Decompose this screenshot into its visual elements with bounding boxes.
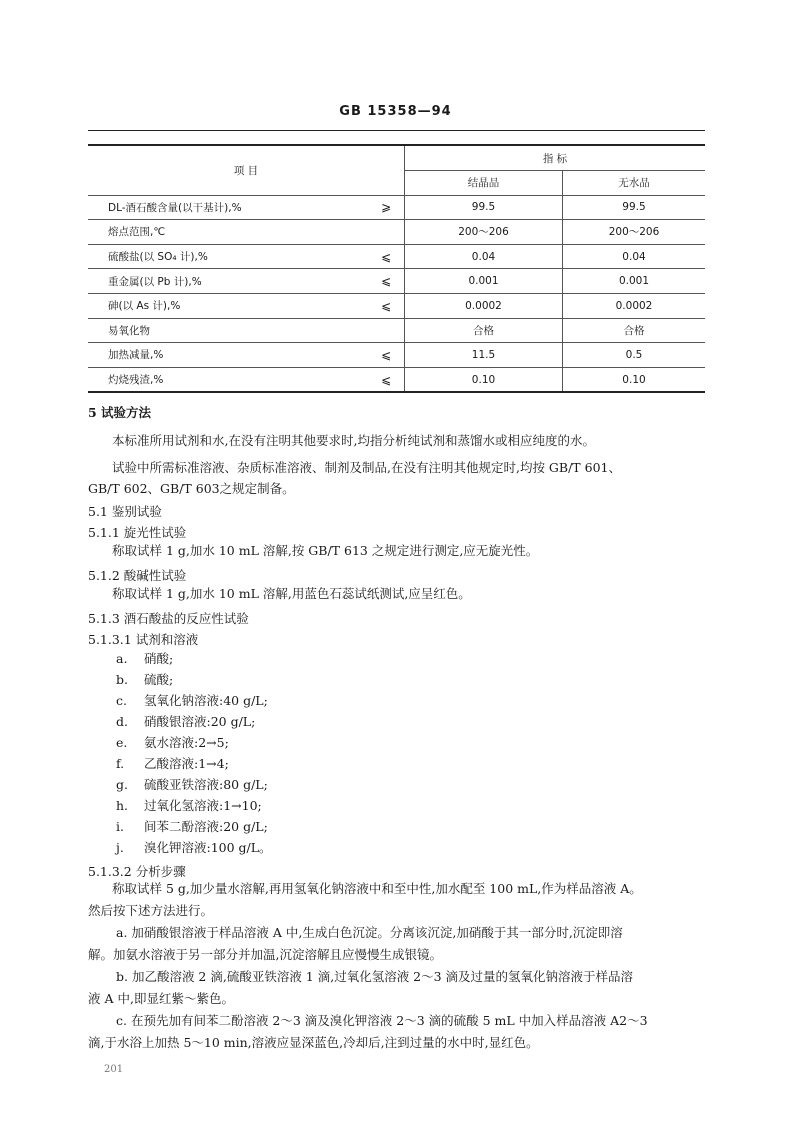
table-row [88, 195, 705, 220]
reagent-text: 硝酸银溶液:20 g/L; [144, 714, 256, 729]
reagent-text: 氨水溶液:2→5; [144, 735, 229, 750]
table-row [88, 367, 705, 392]
row-anhydrous: 0.001 [563, 269, 706, 294]
row-crystal: 0.001 [405, 269, 563, 294]
row-item: 重金属(以 Pb 计),% [88, 269, 368, 294]
table-row [88, 220, 705, 245]
row-op: ⩽ [368, 293, 405, 318]
reagent-text: 乙酸溶液:1→4; [144, 756, 229, 771]
col-index-header: 指 标 [405, 145, 706, 171]
table-header-row [88, 145, 705, 171]
section-5-1-3-1-heading: 5.1.3.1 试剂和溶液 [88, 632, 199, 647]
paragraph: a. 加硝酸银溶液于样品溶液 A 中,生成白色沉淀。分离该沉淀,加硝酸于其一部分时,沉淀即溶 [116, 925, 623, 940]
paragraph: 称取试样 1 g,加水 10 mL 溶解,按 GB/T 613 之规定进行测定,应无旋光性。 [112, 543, 539, 558]
paragraph: 然后按下述方法进行。 [88, 903, 214, 918]
paragraph: 称取试样 5 g,加少量水溶解,再用氢氧化钠溶液中和至中性,加水配至 100 mL,作为样品溶液 A。 [112, 881, 642, 896]
reagent-key: e. [116, 735, 128, 750]
page-number: 201 [104, 1064, 124, 1075]
row-op: ⩽ [368, 269, 405, 294]
row-item: 加热减量,% [88, 343, 368, 368]
paragraph: 液 A 中,即显红紫～紫色。 [88, 991, 234, 1006]
row-item: 硫酸盐(以 SO₄ 计),% [88, 244, 368, 269]
section-5-1-1-heading: 5.1.1 旋光性试验 [88, 525, 187, 540]
row-crystal: 99.5 [405, 195, 563, 220]
paragraph: 称取试样 1 g,加水 10 mL 溶解,用蓝色石蕊试纸测试,应呈红色。 [112, 586, 471, 601]
reagent-key: f. [116, 756, 125, 771]
table-row [88, 293, 705, 318]
reagent-key: i. [116, 819, 124, 834]
reagent-text: 溴化钾溶液:100 g/L。 [144, 840, 272, 855]
table-row [88, 343, 705, 368]
reagent-key: j. [116, 840, 124, 855]
row-anhydrous: 0.5 [563, 343, 706, 368]
row-op: ⩾ [368, 195, 405, 220]
row-item: DL-酒石酸含量(以干基计),% [88, 195, 368, 220]
reagent-text: 硝酸; [144, 651, 174, 666]
reagent-text: 氢氧化钠溶液:40 g/L; [144, 693, 268, 708]
paragraph: 本标准所用试剂和水,在没有注明其他要求时,均指分析纯试剂和蒸馏水或相应纯度的水。 [112, 433, 595, 448]
row-crystal: 0.04 [405, 244, 563, 269]
row-item: 灼烧残渣,% [88, 367, 368, 392]
row-crystal: 11.5 [405, 343, 563, 368]
paragraph: GB/T 602、GB/T 603之规定制备。 [88, 481, 295, 496]
row-op: ⩽ [368, 367, 405, 392]
paragraph: 解。加氨水溶液于另一部分并加温,沉淀溶解且应慢慢生成银镜。 [88, 947, 442, 962]
row-op: ⩽ [368, 244, 405, 269]
section-5-1-2-heading: 5.1.2 酸碱性试验 [88, 568, 187, 583]
reagent-key: c. [116, 693, 127, 708]
document-header: GB 15358—94 [339, 104, 452, 119]
col-anhydrous-header: 无水品 [563, 171, 706, 196]
col-crystal-header: 结晶品 [405, 171, 563, 196]
row-anhydrous: 0.0002 [563, 293, 706, 318]
reagent-key: b. [116, 672, 128, 687]
paragraph: 试验中所需标准溶液、杂质标准溶液、制剂及制品,在没有注明其他规定时,均按 GB/T 601、 [112, 460, 621, 475]
row-anhydrous: 99.5 [563, 195, 706, 220]
paragraph: 滴,于水浴上加热 5～10 min,溶液应显深蓝色,冷却后,注到过量的水中时,显红色。 [88, 1035, 539, 1050]
reagent-key: g. [116, 777, 128, 792]
row-anhydrous: 合格 [563, 318, 706, 343]
row-op: ⩽ [368, 343, 405, 368]
section-5-1-3-heading: 5.1.3 酒石酸盐的反应性试验 [88, 611, 249, 626]
section-5-heading: 5 试验方法 [88, 405, 152, 420]
table-row [88, 318, 705, 343]
header-rule [88, 130, 705, 131]
reagent-key: h. [116, 798, 129, 813]
paragraph: b. 加乙酸溶液 2 滴,硫酸亚铁溶液 1 滴,过氧化氢溶液 2～3 滴及过量的氢氧化钠溶液于样品溶 [116, 969, 634, 984]
table-row [88, 244, 705, 269]
col-item-header: 项 目 [88, 145, 405, 195]
row-item: 砷(以 As 计),% [88, 293, 368, 318]
row-item: 熔点范围,℃ [88, 220, 368, 245]
spec-table [88, 144, 705, 393]
row-crystal: 0.0002 [405, 293, 563, 318]
row-op [368, 318, 405, 343]
row-crystal: 200～206 [405, 220, 563, 245]
row-op [368, 220, 405, 245]
reagent-text: 过氧化氢溶液:1→10; [144, 798, 262, 813]
reagent-key: a. [116, 651, 128, 666]
row-item: 易氧化物 [88, 318, 368, 343]
row-crystal: 合格 [405, 318, 563, 343]
section-5-1-heading: 5.1 鉴别试验 [88, 504, 162, 519]
row-anhydrous: 0.10 [563, 367, 706, 392]
reagent-text: 硫酸; [144, 672, 174, 687]
row-crystal: 0.10 [405, 367, 563, 392]
reagent-key: d. [116, 714, 128, 729]
paragraph: c. 在预先加有间苯二酚溶液 2～3 滴及溴化钾溶液 2～3 滴的硫酸 5 mL 中加入样品溶液 A2～3 [116, 1013, 648, 1028]
row-anhydrous: 0.04 [563, 244, 706, 269]
section-5-1-3-2-heading: 5.1.3.2 分析步骤 [88, 864, 186, 879]
row-anhydrous: 200～206 [563, 220, 706, 245]
table-row [88, 269, 705, 294]
reagent-text: 间苯二酚溶液:20 g/L; [144, 819, 268, 834]
reagent-text: 硫酸亚铁溶液:80 g/L; [144, 777, 268, 792]
